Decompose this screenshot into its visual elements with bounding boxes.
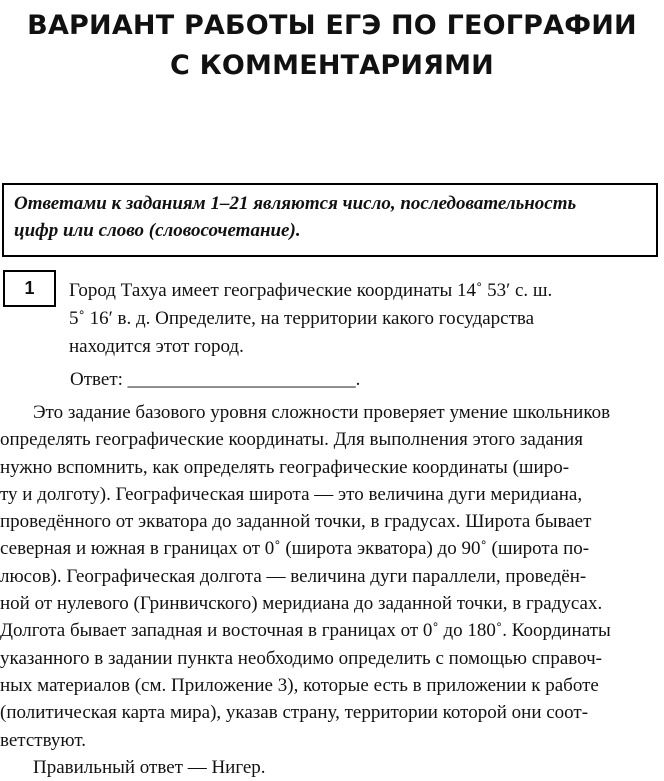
commentary-line: ветствуют. [0, 729, 86, 751]
task-number: 1 [24, 278, 35, 298]
page-title-line-1: ВАРИАНТ РАБОТЫ ЕГЭ ПО ГЕОГРАФИИ [27, 10, 637, 41]
correct-answer: Правильный ответ — Нигер. [33, 756, 266, 778]
commentary-line: указанного в задании пункта необходимо определить с помощью справоч- [0, 647, 602, 669]
commentary-line: проведённого от экватора до заданной точки, в градусах. Широта бывает [0, 511, 592, 533]
commentary-line: ту и долготу). Географическая широта — это величина дуги меридиана, [0, 483, 583, 505]
task-question [69, 277, 659, 361]
task-number-box [3, 270, 56, 307]
page-title [0, 6, 664, 86]
answer-line: Ответ: ________________________. [70, 369, 361, 390]
task-line-3: находится этот город. [69, 336, 244, 357]
instruction-box [2, 183, 658, 257]
commentary-line: северная и южная в границах от 0˚ (широта экватора) до 90˚ (широта по- [0, 538, 590, 560]
task-line-2: 5˚ 16′ в. д. Определите, на территории какого государства [69, 308, 535, 329]
commentary-line: Долгота бывает западная и восточная в границах от 0˚ до 180˚. Координаты [0, 620, 611, 642]
commentary-line: нужно вспомнить, как определять географические координаты (широ- [0, 456, 570, 478]
task-line-1: Город Тахуа имеет географические координаты 14˚ 53′ с. ш. [69, 280, 553, 301]
instruction-line-1: Ответами к заданиям 1–21 являются число, последовательность [14, 193, 577, 214]
commentary-line: люсов). Географическая долгота — величина дуги параллели, проведён- [0, 565, 587, 587]
instruction-text [14, 190, 650, 244]
commentary-line: определять географические координаты. Для выполнения этого задания [0, 429, 583, 451]
instruction-line-2: цифр или слово (словосочетание). [14, 220, 301, 241]
commentary-line: Это задание базового уровня сложности проверяет умение школьников [33, 402, 611, 423]
commentary-line: ной от нулевого (Гринвичского) меридиана до заданной точки, в градусах. [0, 593, 603, 615]
page-title-line-2: С КОММЕНТАРИЯМИ [170, 50, 494, 81]
commentary-line: (политическая карта мира), указав страну, территории которой они соот- [0, 702, 589, 724]
commentary-line: ных материалов (см. Приложение 3), которые есть в приложении к работе [0, 674, 599, 696]
commentary [0, 399, 664, 781]
